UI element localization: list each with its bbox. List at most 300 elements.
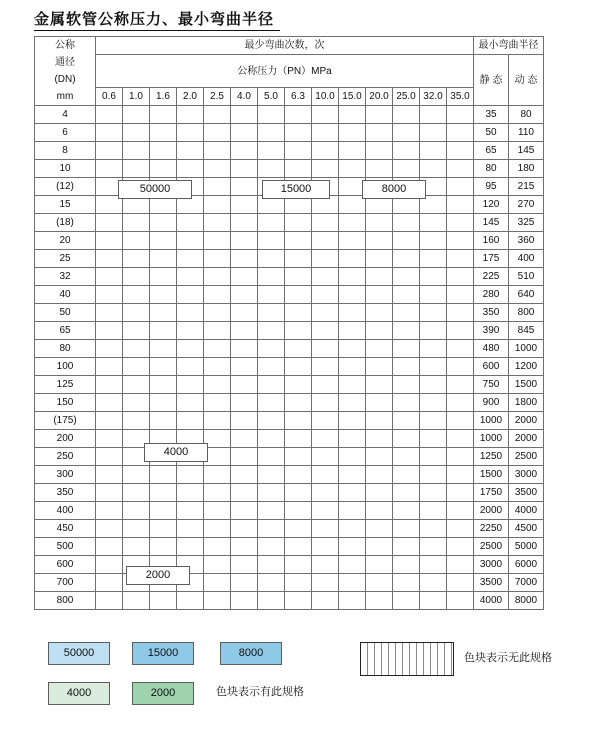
spec-cell [231,250,258,268]
table-row [35,394,544,412]
dn-value: (175) [35,412,96,430]
spec-cell [366,286,393,304]
spec-cell [420,466,447,484]
dynamic-radius-value: 800 [509,304,544,322]
spec-cell [204,322,231,340]
spec-cell [393,484,420,502]
dynamic-radius-value: 3000 [509,466,544,484]
spec-cell [339,520,366,538]
pressure-columns-row [35,88,544,106]
spec-cell [177,322,204,340]
spec-cell [96,286,123,304]
pressure-col-header: 0.6 [96,88,123,106]
spec-cell [285,304,312,322]
static-radius-value: 50 [474,124,509,142]
spec-cell [258,502,285,520]
dn-header-line-2: 通径 [55,57,75,68]
table-row [35,376,544,394]
spec-cell [177,520,204,538]
spec-cell [420,268,447,286]
pressure-col-header: 2.0 [177,88,204,106]
spec-cell [366,124,393,142]
static-radius-value: 145 [474,214,509,232]
spec-cell [204,178,231,196]
table-row [35,322,544,340]
spec-cell [447,430,474,448]
spec-cell [96,376,123,394]
spec-cell [204,574,231,592]
table-row [35,340,544,358]
grid-callout: 4000 [144,443,208,462]
spec-cell [123,124,150,142]
dynamic-radius-value: 8000 [509,592,544,610]
spec-cell [312,556,339,574]
spec-cell [204,358,231,376]
table-row [35,160,544,178]
spec-cell [285,448,312,466]
spec-cell [447,106,474,124]
spec-cell [258,358,285,376]
dn-value: 100 [35,358,96,376]
spec-cell [204,124,231,142]
spec-cell [123,142,150,160]
spec-cell [96,574,123,592]
spec-cell [420,592,447,610]
dn-value: 800 [35,592,96,610]
spec-cell [258,286,285,304]
static-radius-value: 1000 [474,430,509,448]
spec-cell [393,556,420,574]
dynamic-radius-value: 7000 [509,574,544,592]
spec-cell [177,214,204,232]
static-radius-value: 350 [474,304,509,322]
spec-cell [420,160,447,178]
static-radius-value: 1500 [474,466,509,484]
spec-cell [258,142,285,160]
spec-cell [312,394,339,412]
spec-cell [366,340,393,358]
legend-box-8000: 8000 [220,642,282,665]
table-row [35,556,544,574]
dynamic-radius-value: 1800 [509,394,544,412]
static-radius-value: 160 [474,232,509,250]
spec-cell [312,448,339,466]
spec-cell [96,358,123,376]
spec-cell [447,304,474,322]
grid-callout: 8000 [362,180,426,199]
static-radius-value: 80 [474,160,509,178]
spec-cell [96,592,123,610]
spec-cell [231,556,258,574]
spec-cell [393,214,420,232]
dn-value: 15 [35,196,96,214]
dynamic-radius-value: 1000 [509,340,544,358]
spec-cell [231,142,258,160]
grid-callout: 2000 [126,566,190,585]
spec-cell [150,124,177,142]
dn-value: 65 [35,322,96,340]
spec-cell [366,430,393,448]
spec-cell [312,142,339,160]
spec-cell [123,322,150,340]
dn-value: 350 [35,484,96,502]
legend-box-4000: 4000 [48,682,110,705]
static-radius-value: 2000 [474,502,509,520]
spec-cell [204,268,231,286]
spec-cell [204,160,231,178]
spec-cell [231,160,258,178]
spec-cell [177,412,204,430]
spec-cell [96,430,123,448]
static-radius-value: 2250 [474,520,509,538]
spec-cell [258,376,285,394]
spec-cell [177,394,204,412]
dn-value: 40 [35,286,96,304]
spec-cell [231,376,258,394]
spec-cell [96,466,123,484]
spec-cell [312,592,339,610]
static-radius-value: 480 [474,340,509,358]
spec-cell [258,448,285,466]
spec-cell [366,538,393,556]
spec-cell [447,358,474,376]
spec-cell [339,448,366,466]
dynamic-radius-value: 270 [509,196,544,214]
spec-cell [204,538,231,556]
spec-cell [231,430,258,448]
spec-cell [177,502,204,520]
spec-cell [258,106,285,124]
spec-cell [204,286,231,304]
spec-cell [150,340,177,358]
pressure-col-header: 20.0 [366,88,393,106]
dn-value: 10 [35,160,96,178]
spec-cell [204,196,231,214]
spec-cell [393,124,420,142]
table-row [35,448,544,466]
spec-cell [339,394,366,412]
static-radius-value: 900 [474,394,509,412]
spec-cell [258,232,285,250]
dynamic-radius-value: 360 [509,232,544,250]
spec-cell [393,466,420,484]
spec-cell [366,520,393,538]
spec-cell [123,484,150,502]
spec-cell [123,376,150,394]
spec-cell [447,178,474,196]
spec-table [34,36,544,610]
pressure-col-header: 5.0 [258,88,285,106]
spec-cell [393,322,420,340]
spec-cell [420,358,447,376]
spec-cell [231,520,258,538]
static-radius-value: 3000 [474,556,509,574]
spec-cell [150,160,177,178]
spec-cell [285,394,312,412]
spec-cell [339,304,366,322]
spec-cell [447,376,474,394]
spec-cell [420,484,447,502]
title-underline [34,30,280,31]
spec-cell [447,448,474,466]
spec-cell [285,466,312,484]
dynamic-radius-value: 5000 [509,538,544,556]
spec-cell [447,250,474,268]
spec-cell [150,214,177,232]
spec-cell [285,592,312,610]
spec-cell [231,538,258,556]
spec-cell [96,160,123,178]
table-row [35,484,544,502]
spec-cell [366,556,393,574]
spec-cell [177,538,204,556]
spec-cell [312,304,339,322]
spec-cell [258,160,285,178]
spec-cell [231,574,258,592]
spec-cell [285,430,312,448]
dynamic-radius-value: 640 [509,286,544,304]
dynamic-radius-value: 180 [509,160,544,178]
spec-cell [447,394,474,412]
spec-cell [447,538,474,556]
spec-cell [420,376,447,394]
static-radius-value: 3500 [474,574,509,592]
spec-cell [258,394,285,412]
spec-cell [393,286,420,304]
dn-value: 600 [35,556,96,574]
spec-cell [231,106,258,124]
spec-cell [231,502,258,520]
spec-cell [312,268,339,286]
spec-cell [339,538,366,556]
spec-cell [285,484,312,502]
spec-cell [204,394,231,412]
dn-value: 4 [35,106,96,124]
dynamic-radius-value: 3500 [509,484,544,502]
spec-cell [420,430,447,448]
dn-value: 300 [35,466,96,484]
table-row [35,304,544,322]
spec-cell [123,412,150,430]
spec-cell [231,592,258,610]
spec-cell [420,574,447,592]
spec-cell [150,394,177,412]
dynamic-radius-value: 145 [509,142,544,160]
spec-cell [258,592,285,610]
spec-cell [285,214,312,232]
spec-cell [339,376,366,394]
table-row [35,412,544,430]
spec-cell [258,574,285,592]
spec-cell [177,304,204,322]
spec-cell [393,250,420,268]
dynamic-radius-value: 325 [509,214,544,232]
spec-cell [123,592,150,610]
table-row [35,268,544,286]
dn-value: 32 [35,268,96,286]
spec-cell [393,592,420,610]
static-radius-value: 390 [474,322,509,340]
spec-cell [312,466,339,484]
dn-header-cell [35,37,96,106]
table-row [35,232,544,250]
pressure-col-header: 4.0 [231,88,258,106]
spec-cell [150,322,177,340]
dn-value: 700 [35,574,96,592]
dn-value: 80 [35,340,96,358]
spec-cell [420,124,447,142]
spec-cell [258,340,285,358]
spec-cell [393,430,420,448]
spec-cell [339,430,366,448]
spec-cell [204,592,231,610]
spec-cell [339,106,366,124]
spec-cell [96,232,123,250]
spec-cell [123,466,150,484]
dn-value: 250 [35,448,96,466]
spec-cell [96,214,123,232]
spec-cell [285,340,312,358]
spec-cell [339,484,366,502]
spec-cell [339,232,366,250]
spec-cell [447,214,474,232]
spec-cell [366,250,393,268]
spec-cell [204,502,231,520]
spec-cell [312,106,339,124]
dn-value: 400 [35,502,96,520]
spec-cell [150,232,177,250]
spec-cell [123,358,150,376]
grid-callout: 15000 [262,180,330,199]
spec-cell [258,322,285,340]
spec-cell [339,250,366,268]
legend-hatch-note: 色块表示无此规格 [464,652,552,664]
spec-cell [393,160,420,178]
spec-cell [420,286,447,304]
spec-cell [393,376,420,394]
static-radius-value: 600 [474,358,509,376]
spec-cell [420,106,447,124]
dn-value: (12) [35,178,96,196]
spec-cell [393,358,420,376]
spec-cell [150,412,177,430]
spec-cell [339,160,366,178]
spec-cell [258,268,285,286]
spec-cell [339,142,366,160]
spec-cell [447,592,474,610]
legend-hatch-swatch [360,642,454,676]
spec-cell [285,250,312,268]
spec-cell [366,484,393,502]
table-row [35,142,544,160]
spec-cell [204,340,231,358]
spec-cell [312,502,339,520]
spec-cell [366,412,393,430]
spec-cell [447,322,474,340]
spec-cell [393,520,420,538]
spec-cell [177,124,204,142]
spec-cell [123,250,150,268]
spec-cell [393,106,420,124]
spec-cell [312,430,339,448]
spec-cell [447,466,474,484]
spec-cell [366,358,393,376]
spec-cell [177,466,204,484]
spec-cell [177,358,204,376]
spec-cell [447,268,474,286]
spec-cell [312,124,339,142]
spec-cell [420,250,447,268]
spec-cell [420,214,447,232]
spec-cell [285,538,312,556]
spec-cell [393,340,420,358]
spec-cell [204,484,231,502]
spec-cell [96,322,123,340]
spec-cell [447,556,474,574]
legend [34,636,568,722]
spec-cell [339,502,366,520]
spec-cell [258,304,285,322]
spec-cell [420,448,447,466]
spec-cell [231,286,258,304]
static-radius-value: 750 [474,376,509,394]
spec-cell [96,502,123,520]
spec-cell [339,286,366,304]
dynamic-radius-value: 110 [509,124,544,142]
spec-cell [366,268,393,286]
spec-cell [339,268,366,286]
spec-cell [339,412,366,430]
spec-cell [285,574,312,592]
spec-cell [177,268,204,286]
spec-cell [96,142,123,160]
pressure-col-header: 6.3 [285,88,312,106]
static-radius-value: 95 [474,178,509,196]
static-radius-value: 1250 [474,448,509,466]
dn-value: 500 [35,538,96,556]
table-row [35,358,544,376]
spec-cell [366,574,393,592]
spec-cell [150,466,177,484]
spec-cell [366,304,393,322]
spec-cell [177,376,204,394]
spec-cell [150,592,177,610]
spec-cell [447,484,474,502]
spec-cell [123,160,150,178]
spec-cell [312,160,339,178]
spec-cell [123,304,150,322]
spec-cell [231,412,258,430]
spec-cell [96,106,123,124]
spec-cell [285,376,312,394]
spec-cell [366,448,393,466]
dn-value: (18) [35,214,96,232]
table-row [35,106,544,124]
spec-cell [258,520,285,538]
spec-cell [96,556,123,574]
dn-value: 25 [35,250,96,268]
spec-cell [204,214,231,232]
spec-cell [285,556,312,574]
spec-cell [96,340,123,358]
spec-cell [258,538,285,556]
spec-cell [366,592,393,610]
spec-cell [285,286,312,304]
spec-cell [312,340,339,358]
header-row-1 [35,37,544,55]
spec-cell [96,250,123,268]
spec-cell [393,412,420,430]
